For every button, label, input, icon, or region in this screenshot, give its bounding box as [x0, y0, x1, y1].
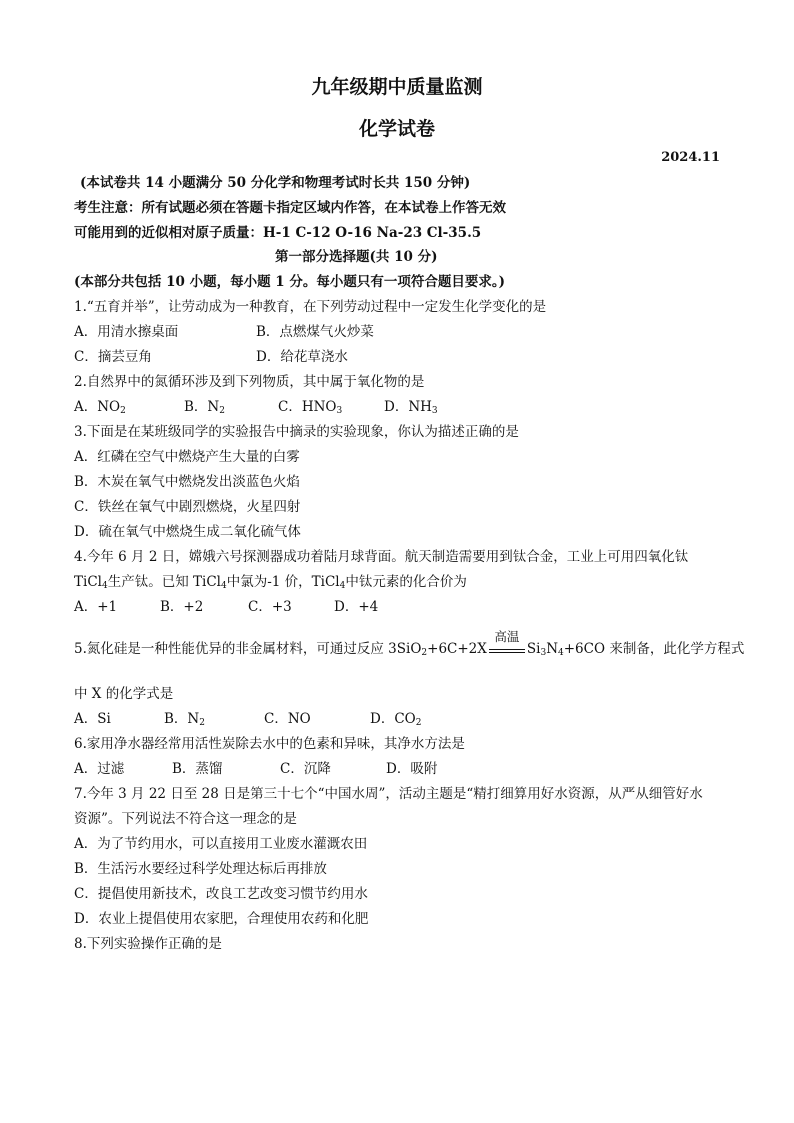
- q4-stem-line1: 4.今年 6 月 2 日，嫦娥六号探测器成功着陆月球背面。航天制造需要用到钛合金，工业上可用四氧化钛: [74, 549, 689, 565]
- q6-option-d: D．吸附: [386, 761, 438, 777]
- q2-option-a: A．$NO_2$: [74, 399, 126, 416]
- q1-option-c: C．摘芸豆角: [74, 349, 152, 365]
- q4-option-c: C．+3: [248, 599, 292, 615]
- q3-option-c: C．铁丝在氧气中剧烈燃烧，火星四射: [74, 499, 301, 515]
- q7-option-b: B．生活污水要经过科学处理达标后再排放: [74, 861, 327, 877]
- q1-option-d: D．给花草浇水: [256, 349, 348, 365]
- q7-stem-line2: 资源”。下列说法不符合这一理念的是: [74, 811, 297, 827]
- q4-option-a: A．+1: [74, 599, 118, 615]
- q5-stem-line1: 5.氮化硅是一种性能优异的非金属材料，可通过反应 3SiO$_2$+6C+2X 高温 $Si_3N_4+6CO$ 来制备，此化学方程式: [74, 629, 745, 658]
- q5-option-b: B．$N_2$: [164, 711, 205, 728]
- q5-option-c: C．NO: [264, 711, 311, 727]
- q4-stem-line2: TiCl$_4$生产钛。已知 TiCl$_4$中氯为-1 价，TiCl$_4$中钛元素的化合价为: [74, 574, 467, 591]
- q3-option-b: B．木炭在氧气中燃烧发出淡蓝色火焰: [74, 474, 300, 490]
- q2-option-d: D．$NH_3$: [384, 399, 438, 416]
- q6-option-a: A．过滤: [74, 761, 125, 777]
- q3-option-a: A．红磷在空气中燃烧产生大量的白雾: [74, 449, 300, 465]
- exam-date: 2024.11: [661, 150, 720, 165]
- q7-stem-line1: 7.今年 3 月 22 日至 28 日是第三十七个“中国水周”，活动主题是“精打细算用好水资源，从严从细管好水: [74, 786, 703, 802]
- q2-option-b: B．$N_2$: [184, 399, 225, 416]
- exam-note: (本试卷共 14 小题满分 50 分化学和物理考试时长共 150 分钟): [80, 175, 471, 191]
- q1-option-a: A．用清水擦桌面: [74, 324, 179, 340]
- q5-option-a: A．Si: [74, 711, 111, 727]
- atomic-masses: 可能用到的近似相对原子质量：H-1 C-12 O-16 Na-23 Cl-35.5: [74, 225, 482, 241]
- q4-option-d: D．+4: [334, 599, 379, 615]
- q2-option-c: C．$HNO_3$: [278, 399, 343, 416]
- q3-option-d: D．硫在氧气中燃烧生成二氧化硫气体: [74, 524, 301, 540]
- q6-stem: 6.家用净水器经常用活性炭除去水中的色素和异味，其净水方法是: [74, 736, 465, 752]
- q5-option-d: D．$CO_2$: [370, 711, 422, 728]
- exam-title: 九年级期中质量监测: [311, 76, 483, 98]
- exam-subtitle: 化学试卷: [358, 118, 435, 140]
- q7-option-a: A．为了节约用水，可以直接用工业废水灌溉农田: [74, 836, 368, 852]
- attention-notice: 考生注意：所有试题必须在答题卡指定区域内作答，在本试卷上作答无效: [74, 200, 506, 216]
- q5-stem-line2: 中 X 的化学式是: [74, 686, 174, 702]
- section-instructions: (本部分共包括 10 小题，每小题 1 分。每小题只有一项符合题目要求。): [74, 274, 506, 290]
- reaction-arrow: [489, 629, 525, 658]
- q4-option-b: B．+2: [160, 599, 204, 615]
- q7-option-d: D．农业上提倡使用农家肥，合理使用农药和化肥: [74, 911, 369, 927]
- q1-option-b: B．点燃煤气火炒菜: [256, 324, 374, 340]
- q6-option-c: C．沉降: [280, 761, 331, 777]
- q3-stem: 3.下面是在某班级同学的实验报告中摘录的实验现象，你认为描述正确的是: [74, 424, 519, 440]
- reaction-condition: 高温: [494, 629, 520, 644]
- q8-stem: 8.下列实验操作正确的是: [74, 936, 222, 952]
- section-title: 第一部分选择题(共 10 分): [275, 249, 438, 265]
- q1-stem: 1.“五育并举”，让劳动成为一种教育，在下列劳动过程中一定发生化学变化的是: [74, 299, 547, 315]
- q7-option-c: C．提倡使用新技术，改良工艺改变习惯节约用水: [74, 886, 368, 902]
- q2-stem: 2.自然界中的氮循环涉及到下列物质，其中属于氧化物的是: [74, 374, 425, 390]
- q6-option-b: B．蒸馏: [172, 761, 223, 777]
